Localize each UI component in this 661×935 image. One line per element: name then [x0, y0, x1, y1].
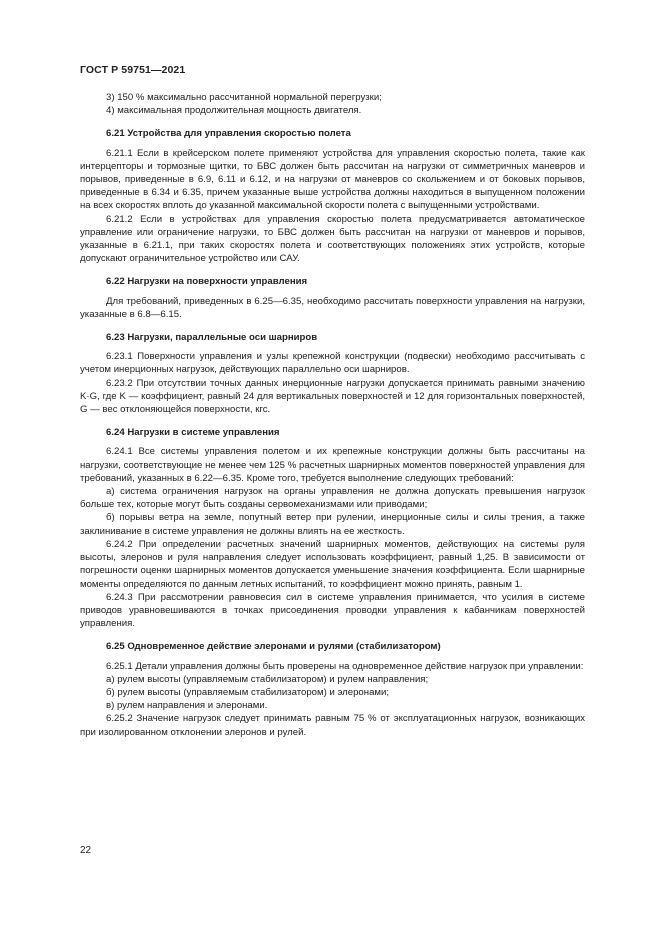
- section-heading-6-21: 6.21 Устройства для управления скоростью полета: [106, 128, 351, 140]
- paragraph-6-24-2: 6.24.2 При определении расчетных значений шарнирных моментов, действующих на системы руля высоты, элеронов и руля направления следует использовать коэффициент, равный 1,25. В зависимости от погрешности оценки шарнирных моментов допускается уменьшение значения коэффициента. Если шарнирные моменты определяются по данным летных испытаний, то коэффициент можно принять, равным 1.: [80, 538, 585, 590]
- section-heading-6-25: 6.25 Одновременное действие элеронами и рулями (стабилизатором): [106, 641, 441, 653]
- list-item: 4) максимальная продолжительная мощность двигателя.: [106, 105, 362, 117]
- list-item-6-25-a: а) рулем высоты (управляемым стабилизатором) и рулем направления;: [106, 673, 429, 685]
- paragraph-6-21-2: 6.21.2 Если в устройствах для управления скоростью полета предусматривается автоматическое управление или ограничение нагрузки, то БВС должен быть рассчитан на нагрузки от маневров и порывов, указанные в 6.21.1, при таких скоростях полета и соответствующих положениях этих устройств, которые допускают ограничительное устройство или САУ.: [80, 213, 585, 265]
- paragraph-6-22: Для требований, приведенных в 6.25—6.35, необходимо рассчитать поверхности управления на нагрузки, указанные в 6.8—6.15.: [80, 295, 585, 320]
- paragraph-6-25-1: 6.25.1 Детали управления должны быть проверены на одновременное действие нагрузок при управлении:: [106, 660, 584, 672]
- section-heading-6-23: 6.23 Нагрузки, параллельные оси шарниров: [106, 332, 318, 344]
- page-number: 22: [80, 845, 92, 856]
- paragraph-6-25-2: 6.25.2 Значение нагрузок следует принимать равным 75 % от эксплуатационных нагрузок, возникающих при изолированном отклонении элеронов и рулей.: [80, 713, 585, 738]
- paragraph-6-23-2: 6.23.2 При отсутствии точных данных инерционные нагрузки допускается принимать равными значению K·G, где K — коэффициент, равный 24 для вертикальных поверхностей и 12 для горизонтальных поверхностей, G — вес отклоняющейся поверхности, кгс.: [80, 377, 585, 416]
- section-heading-6-22: 6.22 Нагрузки на поверхности управления: [106, 276, 308, 288]
- list-item-6-25-b: б) рулем высоты (управляемым стабилизатором) и элеронами;: [106, 686, 390, 698]
- list-item: 3) 150 % максимально рассчитанной нормальной перегрузки;: [106, 92, 382, 103]
- paragraph-6-21-1: 6.21.1 Если в крейсерском полете применяют устройства для управления скоростью полета, такие как интерцепторы и тормозные щитки, то БВС должен быть рассчитан на нагрузки от симметричных маневров и порывов, приведенные в 6.9, 6.11 и 6.12, и на нагрузки от маневров со скольжением и от боковых порывов, приведенные в 6.34 и 6.35, причем указанные выше устройства должны находиться в выпущенном положении на всех скоростях вплоть до указанной максимальной скорости полета с выпущенными устройствами.: [80, 147, 585, 212]
- paragraph-6-24-3: 6.24.3 При рассмотрении равновесия сил в системе управления принимается, что усилия в системе приводов уравновешиваются в точках присоединения проводки управления к кабанчикам поверхностей управления.: [80, 591, 585, 630]
- document-body: [80, 91, 585, 739]
- list-item-6-24-a: а) система ограничения нагрузок на органы управления не должна допускать превышения нагрузок больше тех, которые могут быть созданы сервомеханизмами или приводами;: [80, 486, 585, 511]
- paragraph-6-24-1: 6.24.1 Все системы управления полетом и их крепежные конструкции должны быть рассчитаны на нагрузки, соответствующие не менее чем 125 % расчетных шарнирных моментов поверхностей управления для требований, указанных в 6.22—6.35. Кроме того, требуется выполнение следующих требований:: [80, 446, 585, 484]
- document-header: ГОСТ Р 59751—2021: [80, 64, 186, 76]
- section-heading-6-24: 6.24 Нагрузки в системе управления: [106, 427, 280, 439]
- list-item-6-24-b: б) порывы ветра на земле, попутный ветер при рулении, инерционные силы и силы трения, а также заклинивание в системе управления не должны влиять на ее жесткость.: [80, 512, 585, 537]
- paragraph-6-23-1: 6.23.1 Поверхности управления и узлы крепежной конструкции (подвески) необходимо рассчитывать с учетом инерционных нагрузок, действующих параллельно оси шарниров.: [80, 351, 585, 376]
- list-item-6-25-c: в) рулем направления и элеронами.: [106, 700, 268, 712]
